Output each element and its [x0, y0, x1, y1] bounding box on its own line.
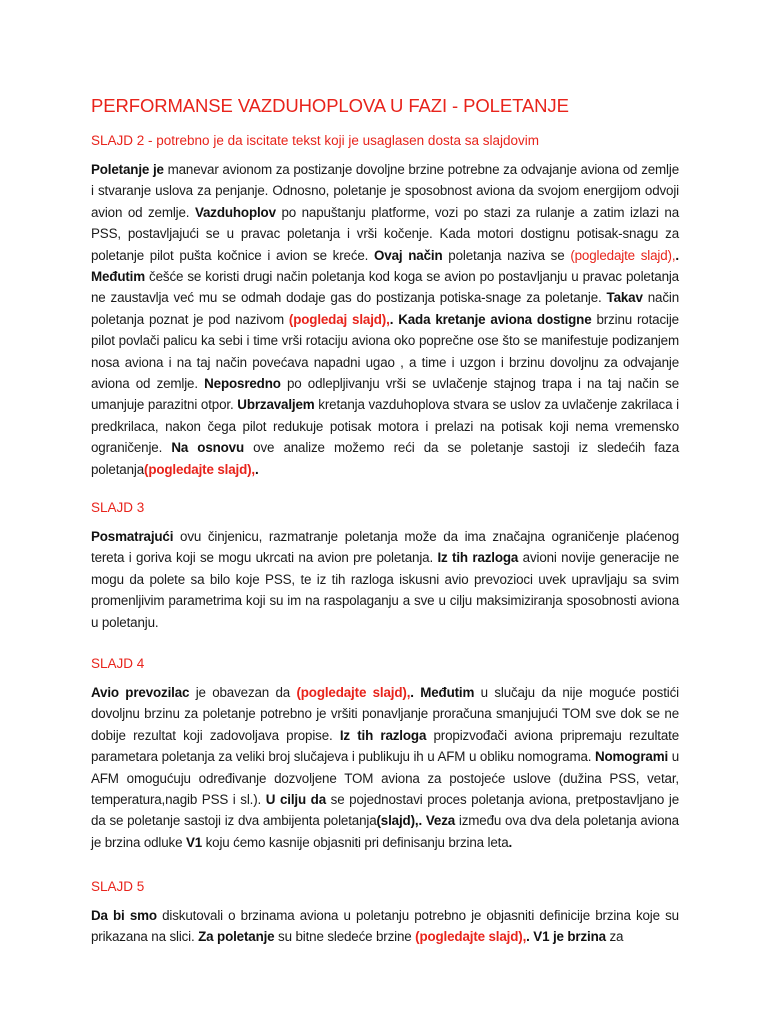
text: su bitne sledeće brzine: [274, 929, 416, 945]
bold-phrase: Ubrzavaljem: [237, 397, 315, 413]
slide-4-paragraph: [91, 682, 679, 853]
bold-phrase: Nomogrami: [594, 749, 669, 765]
bold-phrase: .: [526, 929, 534, 945]
bold-phrase: .: [418, 813, 426, 829]
text: poletanja naziva se: [442, 247, 571, 263]
bold-phrase: U cilju da: [265, 792, 326, 808]
text: u AFM omogućuju određivanje dozvoljene TOM aviona za postojeće uslove (dužina PSS, vetar, temperatura,nagib PSS i sl.).: [91, 749, 679, 808]
bold-phrase: Vazduhoplov: [194, 204, 276, 220]
bold-phrase: Da bi smo: [91, 908, 157, 923]
text: manevar avionom za postizanje dovoljne brzine potrebne za odvajanje aviona od zemlje i stvaranje uslova za penjanje. Odnosno, poletanje je sposobnost aviona da svojom energijom odvoji avion od zemlje.: [91, 162, 680, 220]
slide-reference: (pogledaj slajd),: [288, 311, 390, 327]
text: za: [605, 929, 624, 945]
bold-phrase: Međutim: [420, 685, 475, 700]
bold-phrase: V1: [185, 834, 203, 850]
bold-phrase: Avio prevozilac: [91, 685, 190, 700]
text: avioni novije generacije ne mogu da polete sa bilo koje PSS, te iz tih razloga iskusni avio prevozioci uvek upravljaju sa svim promenljivim parametrima koji su im na raspolaganju a sve u cilju maksimiziranja sposobnosti aviona u poletanju.: [91, 550, 680, 630]
bold-phrase: .: [675, 247, 679, 263]
bold-phrase: Iz tih razloga: [437, 550, 519, 566]
bold-phrase: V1 je brzina: [533, 929, 606, 945]
bold-phrase: Na osnovu: [171, 440, 244, 456]
slide-5-paragraph: [91, 905, 679, 948]
text: češće se koristi drugi način poletanja kod koga se avion po postavljanju u pravac poletanja ne zaustavlja već mu se odmah dodaje gas do postizanja potiska-snage za poletanje.: [91, 269, 679, 306]
text: način poletanja poznat je pod nazivom: [91, 290, 679, 327]
text: između ova dva dela poletanja aviona je brzina odluke: [91, 813, 679, 850]
text: je obavezan da: [189, 685, 297, 700]
bold-phrase: Međutim: [91, 269, 145, 285]
slide-2-heading: SLAJD 2 - potrebno je da iscitate tekst koji je usaglasen dosta sa slajdovim: [91, 133, 539, 148]
slide-reference: (pogledajte slajd),: [296, 685, 411, 700]
bold-phrase: Poletanje je: [91, 162, 164, 177]
bold-phrase: .: [389, 311, 399, 327]
text: diskutovali o brzinama aviona u poletanju potrebno je objasniti definicije brzina koje su prikazana na slici.: [91, 908, 679, 945]
bold-phrase: Iz tih razloga: [339, 727, 427, 743]
text: kretanja vazduhoplova stvara se uslov za uvlačenje zakrilaca i predkrilaca, nakon čega pilot redukuje potisak motora i prelazi na potisak koji nema vremensko ograničenje.: [91, 397, 679, 456]
bold-phrase: Takav: [606, 290, 643, 306]
slide-3-heading: SLAJD 3: [91, 500, 145, 515]
bold-phrase: Posmatrajući: [91, 529, 174, 544]
bold-phrase: Za poletanje: [198, 929, 275, 945]
slide-reference: (pogledajte slajd),: [144, 461, 255, 477]
slide-5-heading: SLAJD 5: [91, 879, 145, 894]
bold-phrase: (slajd),: [376, 813, 419, 829]
text: po napuštanju platforme, vozi po stazi za rulanje a zatim izlazi na PSS, postavljajući se u pravac poletanja i vrši kočenje. Kada motori dostignu potisak-snagu za poletanje pilot pušta kočnice i avion se kreće.: [91, 204, 680, 263]
text: ove analize možemo reći da se poletanje sastoji iz sledećih faza poletanja: [91, 440, 679, 477]
slide-4-heading: SLAJD 4: [91, 656, 145, 671]
bold-phrase: .: [410, 685, 421, 700]
text: ovu činjenicu, razmatranje poletanja može da ima značajna ograničenje plaćenog tereta i goriva koji se mogu ukrcati na avion pre poletanja.: [91, 529, 679, 566]
text: brzinu rotacije pilot povlači palicu ka sebi i time vrši rotaciju aviona oko poprečne ose što se manifestuje podizanjem nosa aviona i na taj način povećava napadni ugao , a time i uzgon i brzinu dovoljnu za odvajanje aviona od zemlje.: [91, 311, 679, 392]
text: propizvođači aviona pripremaju rezultate parametara poletanja za veliki broj slučajeva i publikuju ih u AFM u obliku nomograma.: [91, 727, 679, 765]
bold-phrase: Kada kretanje aviona dostigne: [398, 311, 592, 327]
slide-reference: (pogledajte slajd),: [570, 247, 676, 263]
bold-phrase: .: [255, 461, 259, 477]
slide-2-paragraph: [91, 159, 679, 480]
text: se pojednostavi proces poletanja aviona, pretpostavljano je da se poletanje sastoji iz dva ambijenta poletanja: [91, 792, 679, 829]
bold-phrase: Neposredno: [204, 376, 281, 392]
bold-phrase: Veza: [425, 813, 456, 829]
text: po odlepljivanju vrši se uvlačenje stajnog trapa i na taj način se umanjuje parazitni otpor.: [91, 376, 679, 413]
bold-phrase: Ovaj način: [374, 247, 443, 263]
document-title: PERFORMANSE VAZDUHOPLOVA U FAZI - POLETANJE: [91, 95, 569, 116]
slide-3-paragraph: [91, 526, 679, 633]
slide-reference: (pogledajte slajd),: [415, 929, 527, 945]
bold-phrase: .: [508, 834, 513, 850]
text: koju ćemo kasnije objasniti pri definisanju brzina leta: [202, 834, 509, 850]
text: u slučaju da nije moguće postići dovoljnu brzinu za poletanje potrebno je vršiti ponavljanje proračuna smanjujući TOM sve dok se ne dobije rezultat koji zadovoljava propise.: [91, 685, 679, 743]
